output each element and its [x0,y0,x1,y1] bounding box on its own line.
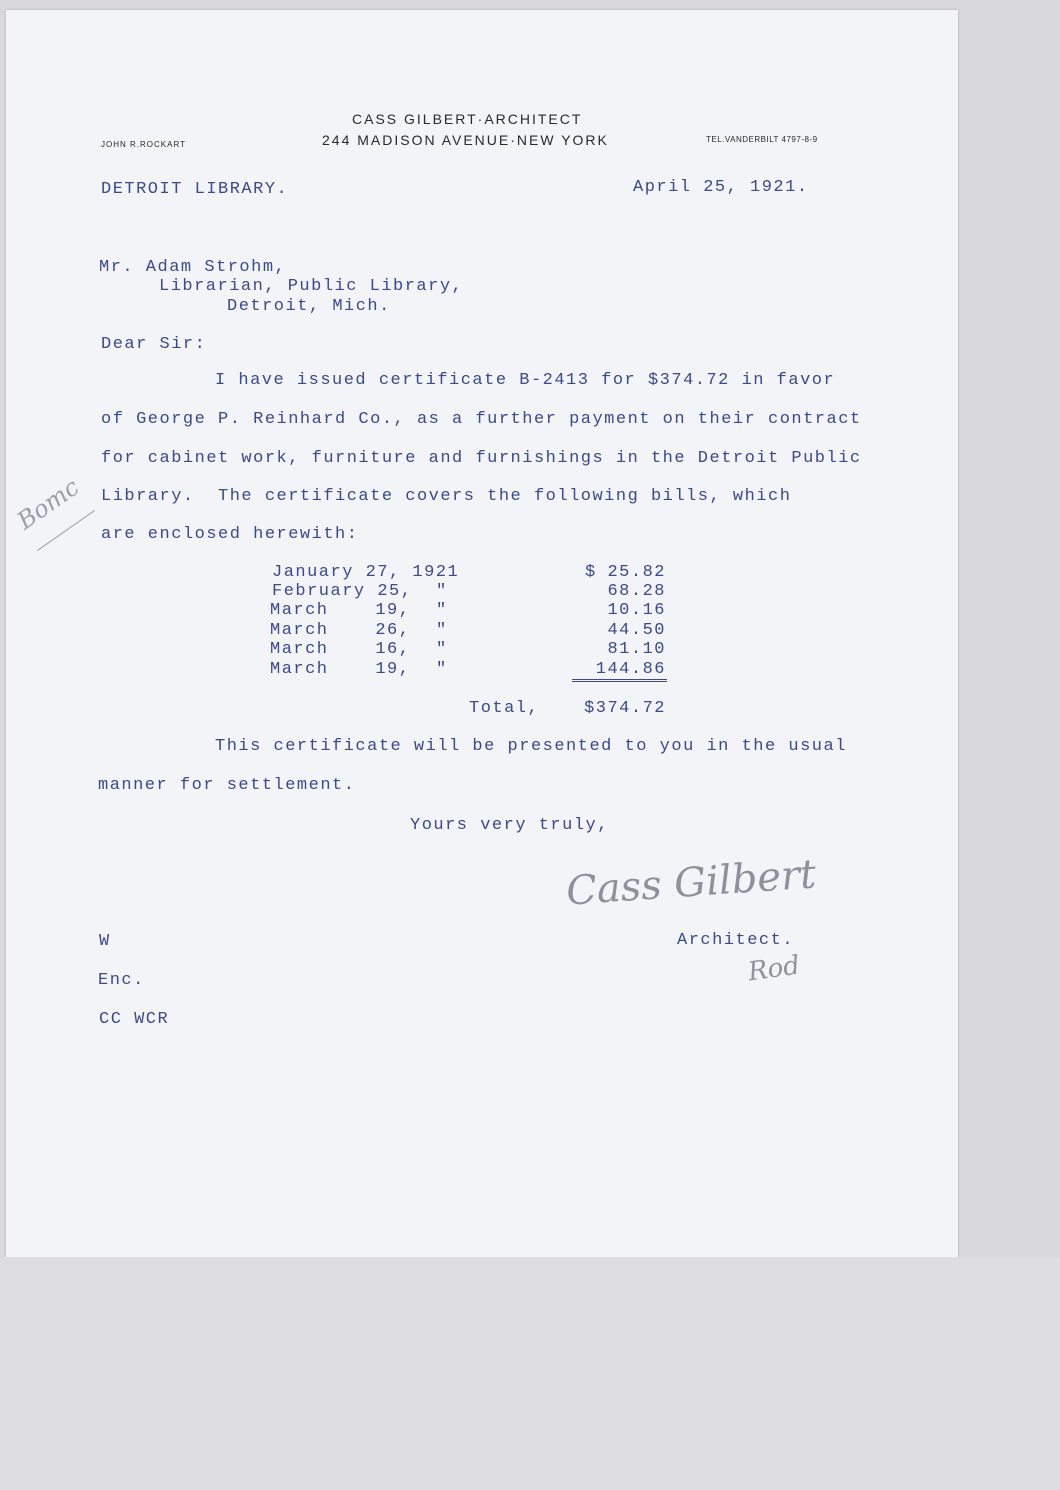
enclosure-note: Enc. [98,971,145,990]
reference-line: DETROIT LIBRARY. [101,180,289,199]
body-line: for cabinet work, furniture and furnishings in the Detroit Public [101,449,862,468]
handwritten-initials: Rod [746,950,802,988]
body-line: are enclosed herewith: [101,525,359,544]
bill-date: March 19, [270,660,411,679]
total-label: Total, [469,699,540,718]
total-amount: $374.72 [584,699,666,718]
ditto-mark: " [436,660,448,679]
ditto-mark: " [436,582,448,601]
signature: Cass Gilbert [564,851,818,915]
closing-line: This certificate will be presented to you in the usual [215,737,847,756]
letterhead-firm: CASS GILBERT·ARCHITECT [352,111,583,127]
closing-line: manner for settlement. [98,776,356,795]
bill-amount: 81.10 [607,640,666,659]
bill-amount: 10.16 [607,601,666,620]
margin-annotation: Bomc [12,472,85,536]
ditto-mark: " [436,601,448,620]
bill-amount: 68.28 [607,582,666,601]
valediction: Yours very truly, [410,816,609,835]
letter-date: April 25, 1921. [633,178,809,197]
letterhead-address: 244 MADISON AVENUE·NEW YORK [322,132,609,148]
signer-title: Architect. [677,931,795,950]
recipient-line: Librarian, Public Library, [159,277,464,296]
bill-amount: 44.50 [607,621,666,640]
cc-note: CC WCR [99,1010,170,1029]
scan-background [0,1257,1060,1490]
body-line: I have issued certificate B-2413 for $374.72 in favor [215,371,836,390]
ditto-mark: " [436,621,448,640]
bill-date: January 27, 1921 [272,563,460,582]
currency-sign: $ [585,563,597,582]
total-rule [572,679,667,680]
body-line: Library. The certificate covers the following bills, which [101,487,792,506]
letterhead-left-name: JOHN R.ROCKART [101,140,186,149]
bill-date: March 19, [270,601,411,620]
bill-amount: 144.86 [595,660,666,679]
total-rule [572,681,667,682]
body-line: of George P. Reinhard Co., as a further payment on their contract [101,410,862,429]
recipient-line: Mr. Adam Strohm, [99,258,287,277]
salutation: Dear Sir: [101,335,207,354]
letterhead-telephone: TEL.VANDERBILT 4797-8-9 [706,135,818,144]
bill-date: March 16, [270,640,411,659]
bill-amount: 25.82 [607,563,666,582]
letter-page [6,10,958,1257]
ditto-mark: " [436,640,448,659]
bill-date: February 25, [272,582,413,601]
typist-initial: W [99,932,111,951]
bill-date: March 26, [270,621,411,640]
recipient-line: Detroit, Mich. [227,297,391,316]
